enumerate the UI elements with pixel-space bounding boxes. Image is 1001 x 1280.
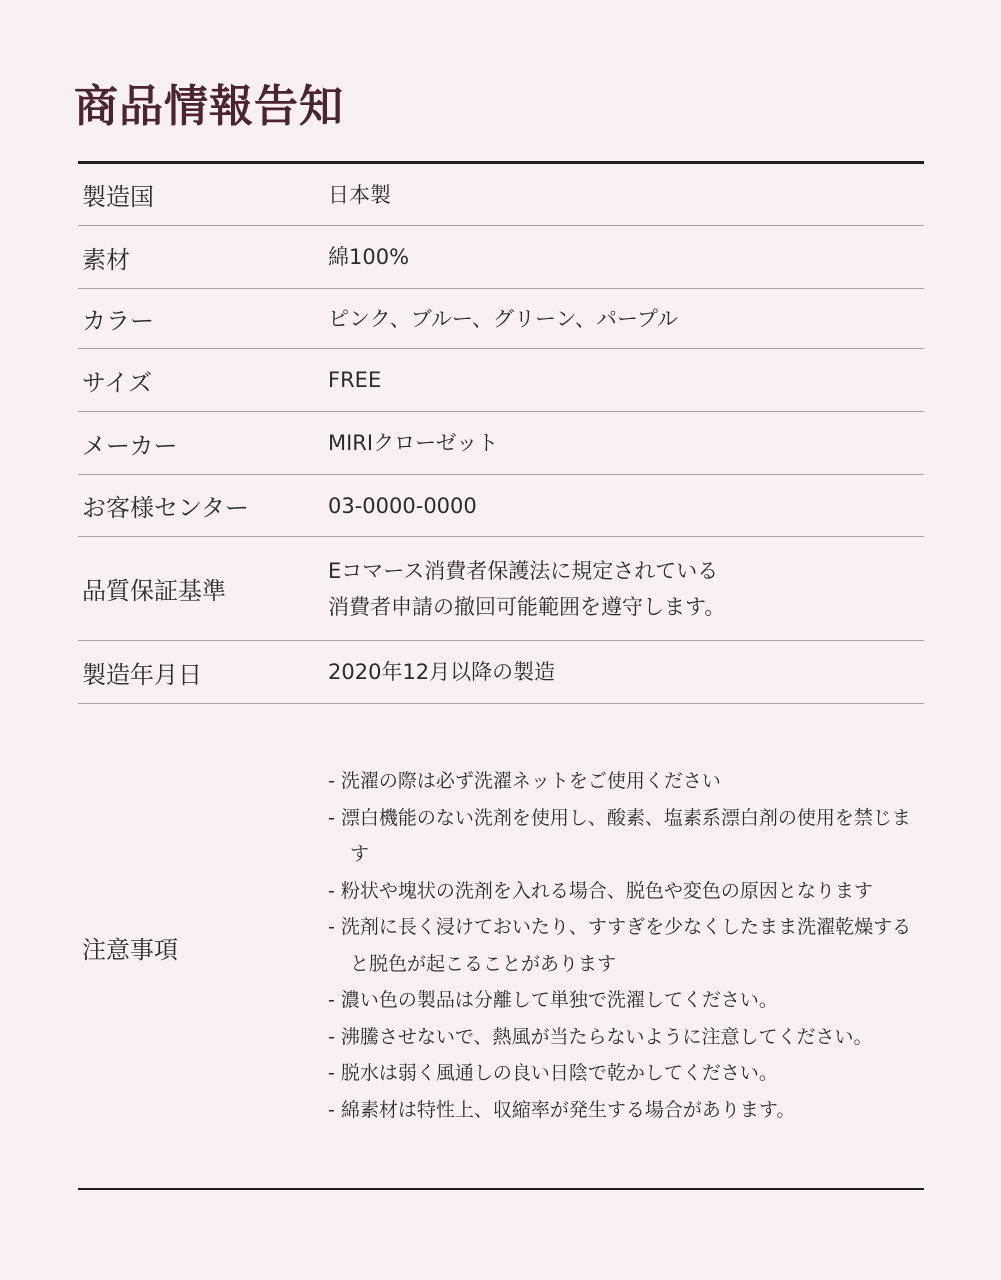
table-row: [78, 349, 924, 412]
row-value-line: 日本製: [328, 182, 391, 207]
row-value-line: 消費者申請の撤回可能範囲を遵守します。: [328, 594, 726, 619]
row-label: カラー: [82, 307, 154, 335]
row-value: [328, 488, 924, 524]
row-label: お客様センター: [82, 494, 250, 522]
row-value: [328, 301, 924, 337]
product-info-table: [78, 164, 924, 704]
list-item: - 粉状や塊状の洗剤を入れる場合、脱色や変色の原因となります: [328, 879, 873, 902]
page-title: 商品情報告知: [74, 81, 344, 132]
list-item: - 洗剤に長く浸けておいたり、すすぎを少なくしたまま洗濯乾燥すると脱色が起こることがあります: [328, 916, 912, 975]
row-value: [328, 177, 924, 213]
row-label: 素材: [82, 245, 130, 274]
list-item: - 脱水は弱く風通しの良い日陰で乾かしてください。: [328, 1062, 778, 1084]
care-notes-section: [78, 705, 924, 1188]
list-item: - 綿素材は特性上、収縮率が発生する場合があります。: [328, 1098, 796, 1121]
row-value: [328, 654, 924, 690]
row-value-line: Eコマース消費者保護法に規定されている: [328, 558, 719, 583]
row-label: 製造国: [82, 183, 154, 211]
bottom-divider: [78, 1188, 924, 1190]
table-row: [78, 475, 924, 537]
list-item: - 濃い色の製品は分離して単独で洗濯してください。: [328, 989, 778, 1011]
row-value-line: MIRIクローゼット: [328, 431, 499, 455]
list-item: - 漂白機能のない洗剤を使用し、酸素、塩素系漂白剤の使用を禁じます: [328, 806, 911, 865]
care-notes-label: 注意事項: [82, 936, 178, 964]
table-row: [78, 412, 924, 475]
row-label: 品質保証基準: [82, 577, 226, 605]
table-row: [78, 537, 924, 641]
row-value-line: 綿100%: [328, 245, 410, 269]
care-notes-list: [328, 763, 918, 1128]
table-row: [78, 164, 924, 226]
row-value-line: 03-0000-0000: [328, 493, 477, 518]
table-row: [78, 641, 924, 704]
row-value: [328, 239, 924, 275]
list-item: - 洗濯の際は必ず洗濯ネットをご使用ください: [328, 770, 721, 792]
row-value: [328, 553, 924, 625]
row-label: メーカー: [82, 431, 178, 460]
list-item: - 沸騰させないで、熱風が当たらないように注意してください。: [328, 1025, 873, 1048]
table-row: [78, 289, 924, 349]
row-label: 製造年月日: [82, 660, 202, 689]
table-row: [78, 226, 924, 289]
row-value: [328, 362, 924, 398]
row-value-line: 2020年12月以降の製造: [328, 660, 556, 684]
row-value: [328, 425, 924, 461]
row-value-line: FREE: [328, 368, 382, 392]
row-label: サイズ: [82, 368, 153, 397]
row-value-line: ピンク、ブルー、グリーン、パープル: [328, 306, 679, 331]
